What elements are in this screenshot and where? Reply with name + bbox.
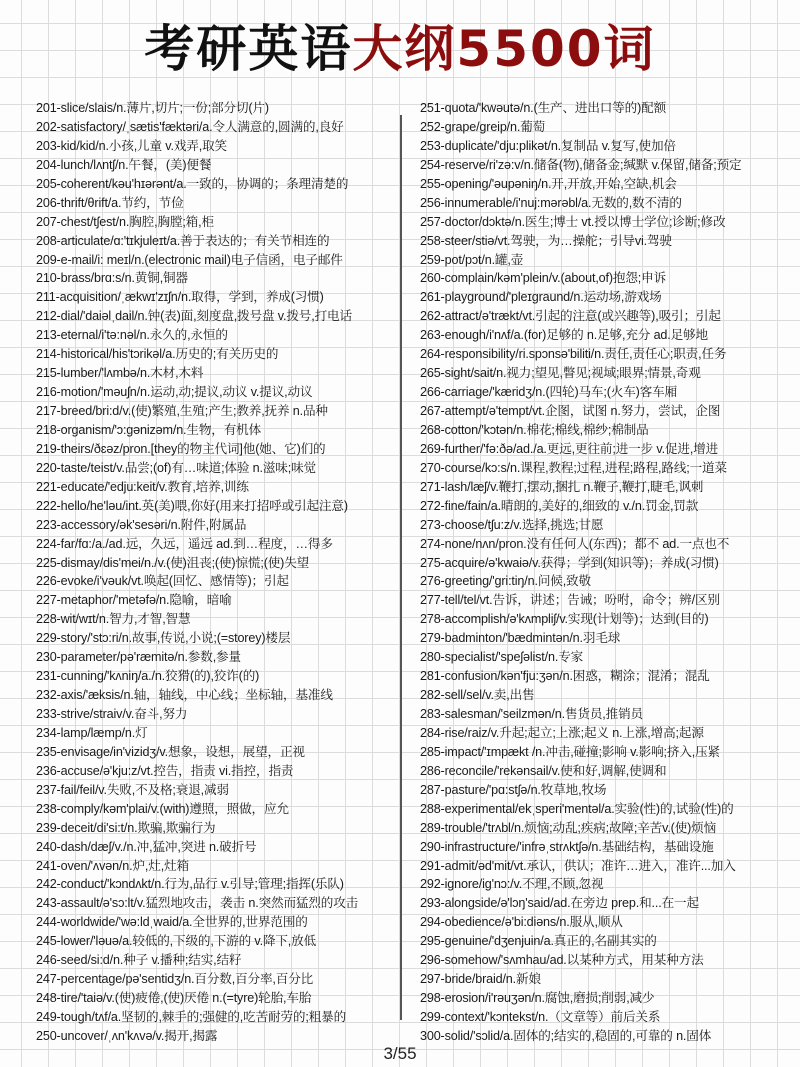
vocab-entry: 276-greeting/'gri:tiŋ/n.问候,致敬 [420, 574, 591, 589]
vocab-entry: 219-theirs/ðɛəz/pron.[they的物主代词]他(她、它)们的 [36, 441, 326, 456]
vocab-entry: 255-opening/'əupəniŋ/n.开,开放,开始,空缺,机会 [420, 176, 677, 191]
vocab-entry: 233-strive/straiv/v.奋斗,努力 [36, 707, 188, 721]
vocab-entry: 284-rise/raiz/v.升起;起立;上涨;起义 n.上涨,增高;起源 [420, 725, 704, 740]
vocab-entry: 280-specialist/'speʃəlist/n.专家 [420, 650, 584, 665]
vocab-entry: 283-salesman/'seilzmən/n.售货员,推销员 [420, 707, 643, 721]
vocab-entry: 240-dash/dæʃ/v./n.冲,猛冲,突进 n.破折号 [36, 839, 257, 854]
vocab-entry: 241-oven/'ʌvən/n.炉,灶,灶箱 [36, 858, 189, 873]
vocab-entry: 207-chest/tʃest/n.胸腔,胸膛;箱,柜 [36, 214, 214, 229]
vocab-entry: 290-infrastructure/'infrəˌstrʌktʃə/n.基础结构，基础设施 [420, 839, 714, 854]
vocab-entry: 236-accuse/ə'kju:z/vt.控告，指责 vi.指控，指责 [36, 763, 294, 778]
vocab-entry: 247-percentage/pə'sentidʒ/n.百分数,百分率,百分比 [36, 972, 314, 987]
vocab-entry: 296-somehow/'sʌmhau/ad.以某种方式，用某种方法 [420, 953, 704, 968]
vocab-entry: 251-quota/'kwəutə/n.(生产、进出口等的)配额 [420, 101, 667, 115]
vocab-entry: 288-experimental/ekˌsperi'mentəl/a.实验(性)的,试验(性)的 [420, 801, 734, 816]
vocab-entry: 245-lower/'ləuə/a.较低的,下级的,下游的 v.降下,放低 [36, 934, 317, 949]
vocab-entry: 205-coherent/kəu'hɪərənt/a.一致的，协调的；条理清楚的 [36, 176, 349, 191]
vocab-entry: 206-thrift/θrift/a.节约，节俭 [36, 195, 184, 210]
vocab-entry: 277-tell/tel/vt.告诉，讲述；告诫；吩咐，命令；辨/区别 [420, 593, 720, 608]
vocab-entry: 264-responsibility/ri.spɔnsə'biliti/n.责任,责任心;职责,任务 [420, 347, 727, 362]
vocab-entry: 238-comply/kəm'plai/v.(with)遵照，照做，应允 [36, 801, 289, 816]
vocab-entry: 221-educate/'edju:keit/v.教育,培养,训练 [36, 479, 249, 494]
vocab-entry: 242-conduct/'kɔndʌkt/n.行为,品行 v.引导;管理;指挥(乐队) [36, 877, 344, 892]
vocab-entry: 293-alongside/ə'lɔŋ'said/ad.在旁边 prep.和...在一起 [420, 896, 699, 911]
vocab-entry: 259-pot/pɔt/n.罐,壶 [420, 252, 524, 267]
vocab-entry: 272-fine/fain/a.晴朗的,美好的,细致的 v./n.罚金,罚款 [420, 498, 699, 513]
vocab-entry: 292-ignore/ig'nɔ:/v.不理,不顾,忽视 [420, 877, 604, 892]
vocab-entry: 258-steer/stiə/vt.驾驶，为…操舵；引导vi.驾驶 [420, 233, 672, 248]
vocab-entry: 239-deceit/di'si:t/n.欺骗,欺骗行为 [36, 820, 216, 835]
vocab-entry: 257-doctor/dɔktə/n.医生;博士 vt.授以博士学位;诊断;修改 [420, 214, 726, 229]
vocab-entry: 216-motion/'məuʃn/n.运动,动;提议,动议 v.提议,动议 [36, 385, 313, 400]
vocab-entry: 218-organism/'ɔ:gənizəm/n.生物，有机体 [36, 422, 262, 437]
vocab-entry: 268-cotton/'kɔtən/n.棉花;棉线,棉纱;棉制品 [420, 422, 649, 437]
vocab-entry: 287-pasture/'pɑ:stʃə/n.牧草地,牧场 [420, 782, 607, 797]
vocab-entry: 234-lamp/læmp/n.灯 [36, 725, 148, 740]
vocab-entry: 253-duplicate/'dju:plikət/n.复制品 v.复写,使加倍 [420, 138, 676, 153]
vocab-entry: 256-innumerable/i'nuj:mərəbl/a.无数的,数不清的 [420, 195, 682, 210]
vocab-entry: 263-enough/i'nʌf/a.(for)足够的 n.足够,充分 ad.足够地 [420, 328, 708, 343]
vocab-entry: 282-sell/sel/v.卖,出售 [420, 688, 535, 703]
vocab-entry: 270-course/kɔ:s/n.课程,教程;过程,进程;路程,路线;一道菜 [420, 460, 727, 475]
vocab-entry: 237-fail/feil/v.失败,不及格;衰退,减弱 [36, 782, 229, 797]
vocab-entry: 235-envisage/in'vizidʒ/v.想象，设想，展望，正视 [36, 744, 305, 759]
vocab-entry: 223-accessory/ək'sesəri/n.附件,附属品 [36, 517, 247, 532]
word-list-right-column [420, 99, 800, 1046]
vocab-entry: 252-grape/greip/n.葡萄 [420, 119, 546, 134]
vocab-entry: 261-playground/'pleɪgraund/n.运动场,游戏场 [420, 290, 662, 305]
page-title [0, 18, 800, 80]
vocab-entry: 248-tire/'taiə/v.(使)疲倦,(使)厌倦 n.(=tyre)轮胎,车胎 [36, 991, 312, 1006]
vocab-entry: 285-impact/'ɪmpækt /n.冲击,碰撞;影响 v.影响;挤入,压紧 [420, 744, 721, 759]
vocab-entry: 214-historical/his'tɔrikəl/a.历史的;有关历史的 [36, 347, 279, 362]
vocab-entry: 300-solid/'sɔlid/a.固体的;结实的,稳固的,可靠的 n.固体 [420, 1028, 712, 1043]
vocab-entry: 208-articulate/ɑ:'tɪkjuleɪt/a.善于表达的；有关节相连的 [36, 233, 330, 248]
vocab-entry: 271-lash/læʃ/v.鞭打,摆动,捆扎 n.鞭子,鞭打,睫毛,讽刺 [420, 479, 704, 494]
vocab-entry: 217-breed/bri:d/v.(使)繁殖,生殖;产生;教养,抚养 n.品种 [36, 404, 328, 418]
vocab-entry: 201-slice/slais/n.薄片,切片;一份;部分切(片) [36, 101, 269, 115]
vocab-entry: 294-obedience/ə'bi:diəns/n.服从,顺从 [420, 915, 623, 930]
vocab-entry: 291-admit/əd'mit/vt.承认，供认；准许…进入，准许...加入 [420, 858, 736, 873]
vocab-entry: 298-erosion/i'rəuʒən/n.腐蚀,磨损;削弱,减少 [420, 991, 655, 1006]
vocab-entry: 286-reconcile/'rekənsail/v.使和好,调解,使调和 [420, 763, 667, 778]
vocab-entry: 210-brass/brɑ:s/n.黄铜,铜器 [36, 271, 188, 286]
vocab-entry: 222-hello/he'ləu/int.英(美)喂,你好(用来打招呼或引起注意) [36, 498, 348, 513]
vocab-entry: 299-context/'kɔntekst/n.（文章等）前后关系 [420, 1010, 661, 1024]
title-red-part: 大纲5500词 [352, 20, 656, 78]
vocab-entry: 211-acquisition/ˌækwɪ'zɪʃn/n.取得，学到，养成(习惯) [36, 290, 324, 305]
vocab-entry: 215-lumber/'lʌmbə/n.木材,木料 [36, 366, 204, 381]
word-list-left-column [36, 99, 398, 1046]
vocab-entry: 213-eternal/i'tə:nəl/n.永久的,永恒的 [36, 328, 228, 343]
title-black-part: 考研英语 [144, 20, 353, 78]
vocab-entry: 231-cunning/'kʌniŋ/a./n.狡猾(的),狡诈(的) [36, 669, 260, 684]
vocab-entry: 229-story/'stɔ:ri/n.故事,传说,小说;(=storey)楼层 [36, 631, 291, 646]
vocab-entry: 209-e-mail/i: meɪl/n.(electronic mail)电子信函，电子邮件 [36, 252, 343, 267]
vocab-entry: 266-carriage/'kæridʒ/n.(四轮)马车;(火车)客车厢 [420, 385, 678, 400]
vocab-entry: 267-attempt/ə'tempt/vt.企图，试图 n.努力，尝试，企图 [420, 404, 721, 418]
vocab-entry: 254-reserve/ri'zə:v/n.储备(物),储备金;缄默 v.保留,储备;预定 [420, 157, 742, 172]
column-divider [400, 115, 402, 1020]
vocab-entry: 269-further/'fə:ðə/ad./a.更远,更往前;进一步 v.促进,增进 [420, 441, 719, 456]
vocab-entry: 203-kid/kid/n.小孩,儿童 v.戏弄,取笑 [36, 138, 227, 153]
vocab-entry: 204-lunch/lʌntʃ/n.午餐，(美)便餐 [36, 157, 212, 172]
vocab-entry: 246-seed/si:d/n.种子 v.播种;结实,结籽 [36, 953, 242, 968]
vocab-entry: 275-acquire/ə'kwaiə/v.获得；学到(知识等)；养成(习惯) [420, 555, 719, 570]
vocab-entry: 265-sight/sait/n.视力;望见,瞥见;视域;眼界;情景,奇观 [420, 366, 701, 381]
vocab-entry: 228-wit/wɪt/n.智力,才智,智慧 [36, 612, 191, 627]
vocab-entry: 225-dismay/dis'mei/n./v.(使)沮丧;(使)惊慌;(使)失望 [36, 555, 310, 570]
vocab-entry: 274-none/nʌn/pron.没有任何人(东西)；都不 ad.一点也不 [420, 536, 730, 551]
vocab-entry: 226-evoke/i'vəuk/vt.唤起(回忆、感情等)；引起 [36, 574, 289, 589]
vocab-entry: 262-attract/ə'trækt/vt.引起的注意(或兴趣等),吸引；引起 [420, 309, 721, 324]
vocab-entry: 224-far/fɑ:/a./ad.远，久远，遥远 ad.到…程度，…得多 [36, 536, 333, 551]
vocab-entry: 249-tough/tʌf/a.坚韧的,棘手的;强健的,吃苦耐劳的;粗暴的 [36, 1010, 347, 1024]
vocab-entry: 243-assault/ə'sɔ:lt/v.猛烈地攻击，袭击 n.突然而猛烈的攻击 [36, 896, 359, 911]
vocab-entry: 295-genuine/'dʒenjuin/a.真正的,名副其实的 [420, 934, 657, 949]
vocab-entry: 279-badminton/'bædmintən/n.羽毛球 [420, 631, 621, 646]
vocab-entry: 244-worldwide/'wə:ldˌwaid/a.全世界的,世界范围的 [36, 915, 308, 930]
vocab-entry: 227-metaphor/'metəfə/n.隐喻，暗喻 [36, 593, 232, 608]
vocab-entry: 212-dial/'daiəlˌdail/n.钟(表)面,刻度盘,拨号盘 v.拨号,打电话 [36, 309, 352, 324]
vocab-entry: 232-axis/'æksis/n.轴，轴线，中心线；坐标轴，基准线 [36, 688, 333, 703]
vocab-entry: 220-taste/teist/v.品尝;(of)有…味道;体验 n.滋味;味觉 [36, 460, 316, 475]
vocab-entry: 273-choose/tʃu:z/v.选择,挑选;甘愿 [420, 517, 604, 532]
vocab-entry: 202-satisfactory/ˌsætis'fæktəri/a.令人满意的,圆满的,良好 [36, 119, 344, 134]
vocab-entry: 297-bride/braid/n.新娘 [420, 972, 541, 987]
vocab-entry: 278-accomplish/ə'kʌmpliʃ/v.实现(计划等)；达到(目的) [420, 612, 709, 627]
vocab-entry: 289-trouble/'trʌbl/n.烦恼;动乱;疾病;故障;辛苦v.(使)烦恼 [420, 820, 717, 835]
page-indicator: 3/55 [383, 1044, 417, 1063]
vocab-entry: 260-complain/kəm'plein/v.(about,of)抱怨;申诉 [420, 271, 667, 286]
vocab-entry: 250-uncover/ˌʌn'kʌvə/v.揭开,揭露 [36, 1028, 218, 1043]
vocab-entry: 281-confusion/kən'fju:ʒən/n.困惑，糊涂；混淆；混乱 [420, 669, 710, 684]
vocab-entry: 230-parameter/pə'ræmitə/n.参数,参量 [36, 650, 241, 665]
